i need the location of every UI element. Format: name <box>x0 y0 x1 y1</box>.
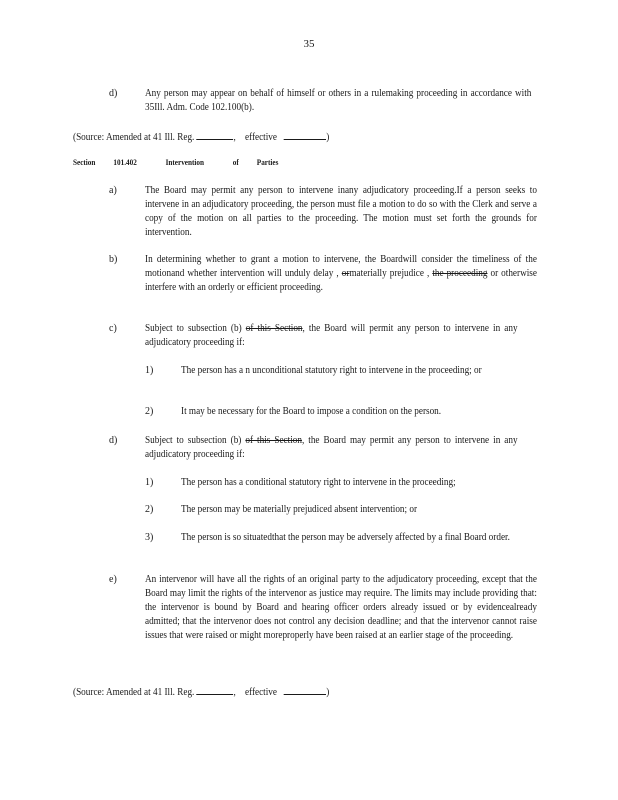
item-c2-text <box>181 405 531 419</box>
item-c2-paragraph: It may be necessary for the Board to impose a condition on the person. <box>181 406 442 417</box>
item-b-text-3: or otherwise interfere with an orderly or efficient proceeding. <box>145 268 537 293</box>
item-c1-text <box>181 364 512 378</box>
source-note-2: (Source: Amended at 41 Ill. Reg. , effective ) <box>73 684 329 700</box>
item-a-text <box>145 184 537 240</box>
item-c-text <box>145 322 518 350</box>
item-a-label: a) <box>109 185 117 196</box>
source-note-1-effective: effective <box>244 132 277 143</box>
section-title-word-2: of <box>232 158 239 167</box>
item-b-text <box>145 253 537 295</box>
item-e-paragraph: An intervenor will have all the rights of an original party to the adjudicatory proceeding, except that the Board may limit the rights of the intervenor as justice may require. The limits may include providing that: the intervenor is bound by Board and hearing officer orders already issued or by evidencealready admitted; that the intervenor does not control any decision deadline; and that the intervenor cannot raise issues that were raised or might moreproperly have been raised at an earlier stage of the proceeding. <box>145 574 537 641</box>
item-e-label: e) <box>109 574 117 585</box>
source-note-1-blank-date <box>284 129 326 140</box>
page-number: 35 <box>303 38 315 50</box>
item-c2-label: 2) <box>145 406 154 417</box>
section-title-word-1: Intervention <box>165 158 205 167</box>
item-b-label: b) <box>109 254 118 265</box>
item-a-paragraph: The Board may permit any person to intervene inany adjudicatory proceeding.If a person seeks to intervene in an adjudicatory proceeding, the person must file a motion to do so with the Clerk and serve a copy of the motion on all parties to the proceeding. The motion must set forth the grounds for intervention. <box>145 185 537 238</box>
item-d-text-1: Subject to subsection (b) <box>145 435 242 446</box>
source-note-2-blank-date <box>284 684 326 695</box>
item-c-text-1: Subject to subsection (b) <box>145 323 242 334</box>
item-b-deleted-2: the proceeding <box>432 268 488 279</box>
item-c-deleted: of this Section <box>245 323 303 334</box>
item-e-text <box>145 573 537 643</box>
section-code: 101.402 <box>113 158 137 167</box>
source-note-1-close: ) <box>326 132 330 143</box>
section-heading <box>73 158 278 167</box>
source-note-1-blank-reg <box>197 129 234 140</box>
item-c1-label: 1) <box>145 365 154 376</box>
item-d2-text <box>181 503 531 517</box>
item-c-text-2: , the Board will permit any person to intervene in any adjudicatory proceeding if: <box>145 323 518 348</box>
item-d-rulemaking-text <box>145 87 531 115</box>
item-d3-paragraph: The person is so situatedthat the person may be adversely affected by a final Board order. <box>181 532 510 543</box>
item-d-deleted: of this Section <box>245 435 302 446</box>
item-b-text-2: materially prejudice , <box>349 268 430 279</box>
item-d-rulemaking-label: d) <box>109 88 118 99</box>
item-b-paragraph <box>145 253 537 295</box>
item-c1-paragraph: The person has a n unconditional statutory right to intervene in the proceeding; or <box>181 365 482 376</box>
item-d1-text <box>181 476 540 490</box>
source-note-1-prefix: (Source: Amended at 41 Ill. Reg. <box>73 132 195 143</box>
section-title-word-3: Parties <box>256 158 279 167</box>
source-note-2-blank-reg <box>197 684 234 695</box>
source-note-2-prefix: (Source: Amended at 41 Ill. Reg. <box>73 687 195 698</box>
item-d-text <box>145 434 518 462</box>
item-d3-label: 3) <box>145 532 154 543</box>
item-d-paragraph <box>145 434 518 462</box>
item-b-text-1: In determining whether to grant a motion to intervene, the Boardwill consider the timeliness of the motionand whether intervention will unduly delay , <box>145 254 537 279</box>
item-d-rulemaking-paragraph: Any person may appear on behalf of himself or others in a rulemaking proceeding in accordance with 35Ill. Adm. Code 102.100(b). <box>145 88 532 113</box>
item-c-label: c) <box>109 323 117 334</box>
item-c-paragraph <box>145 322 518 350</box>
item-d-label: d) <box>109 435 118 446</box>
item-d1-label: 1) <box>145 477 154 488</box>
item-d2-paragraph: The person may be materially prejudiced absent intervention; or <box>181 504 418 515</box>
item-d3-text <box>181 531 521 545</box>
item-b-deleted-1: or <box>341 268 350 279</box>
item-d2-label: 2) <box>145 504 154 515</box>
source-note-1: (Source: Amended at 41 Ill. Reg. , effective ) <box>73 129 329 145</box>
item-d-text-2: , the Board may permit any person to intervene in any adjudicatory proceeding if: <box>145 435 518 460</box>
source-note-2-close: ) <box>326 687 330 698</box>
source-note-2-effective: effective <box>244 687 277 698</box>
section-label: Section <box>73 158 96 167</box>
item-d1-paragraph: The person has a conditional statutory right to intervene in the proceeding; <box>181 477 456 488</box>
